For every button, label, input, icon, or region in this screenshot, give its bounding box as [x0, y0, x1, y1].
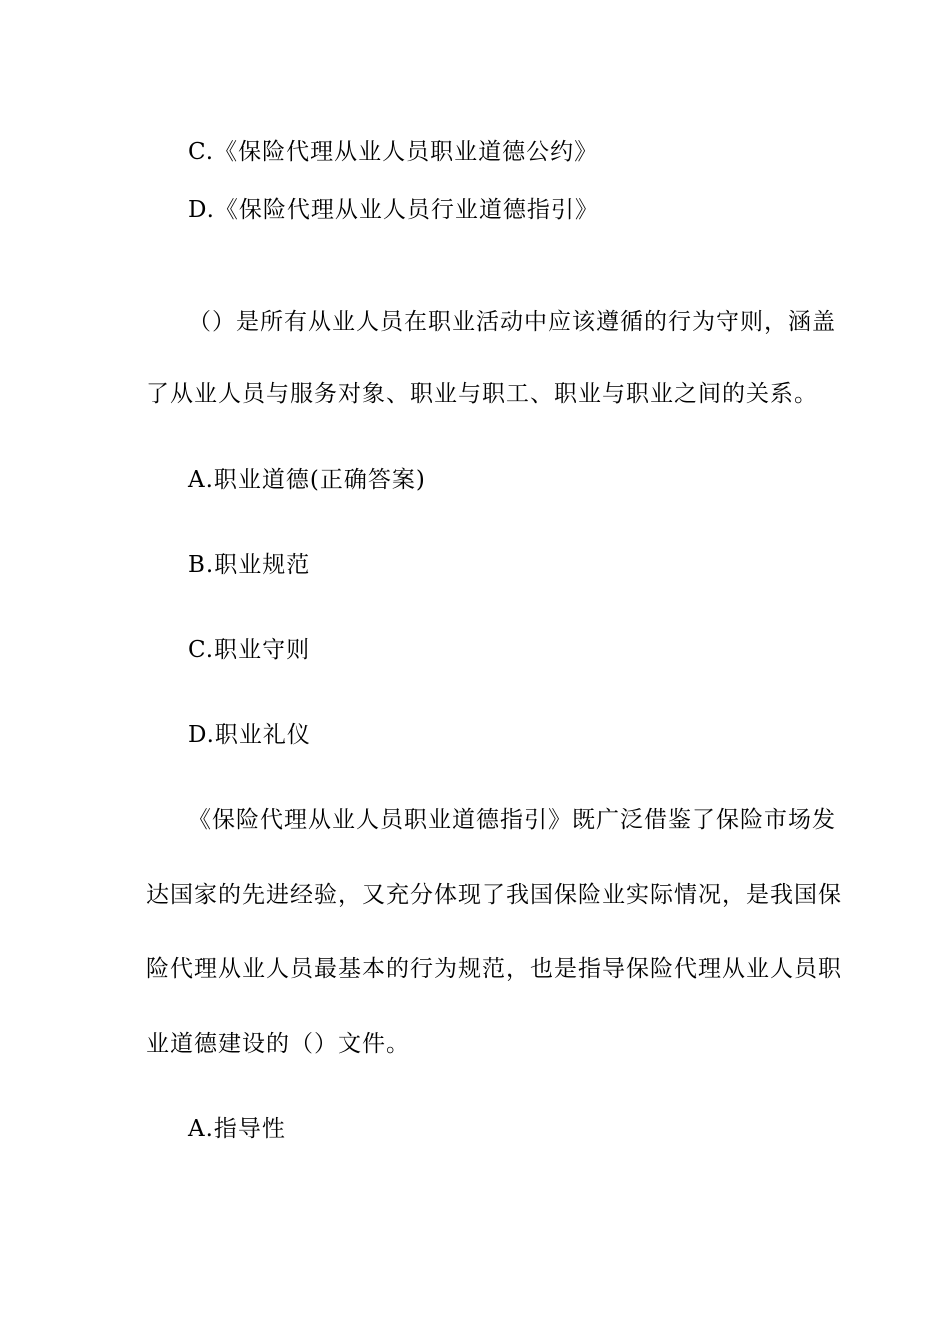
option-d-line: D.《保险代理从业人员行业道德指引》: [188, 197, 599, 223]
question-text-line-2: 了从业人员与服务对象、职业与职工、职业与职业之间的关系。: [146, 381, 818, 407]
question-text-line-2: 达国家的先进经验，又充分体现了我国保险业实际情况，是我国保: [146, 882, 842, 908]
option-c-line: C.《保险代理从业人员职业道德公约》: [188, 139, 599, 165]
option-c-line: C.职业守则: [188, 637, 311, 663]
option-d-line: D.职业礼仪: [188, 722, 311, 748]
question-text-line-4: 业道德建设的（）文件。: [146, 1031, 410, 1057]
option-a-line: A.职业道德(正确答案): [188, 467, 426, 493]
question-text-line-1: 《保险代理从业人员职业道德指引》既广泛借鉴了保险市场发: [188, 807, 836, 833]
option-b-line: B.职业规范: [188, 552, 311, 578]
question-text-line-3: 险代理从业人员最基本的行为规范，也是指导保险代理从业人员职: [146, 956, 842, 982]
option-a-line: A.指导性: [188, 1116, 286, 1142]
question-text-line-1: （）是所有从业人员在职业活动中应该遵循的行为守则，涵盖: [188, 309, 836, 335]
